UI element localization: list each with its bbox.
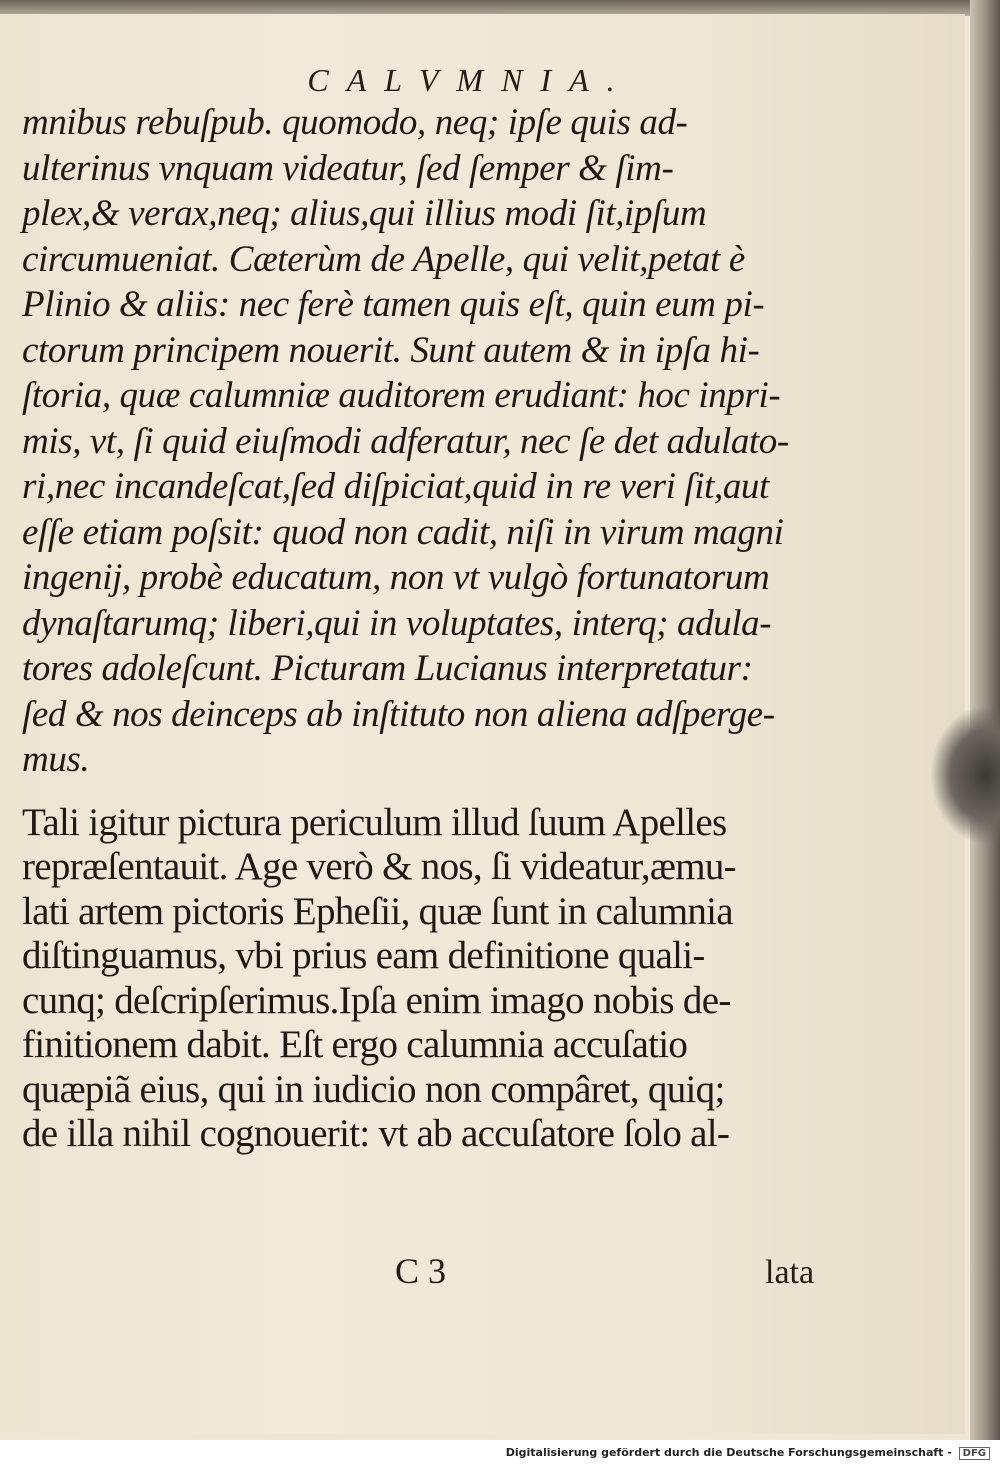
text-line: eſſe etiam poſsit: quod non cadit, niſi in virum magni xyxy=(22,511,784,553)
body-text xyxy=(22,100,862,1157)
digitization-credit xyxy=(506,1446,990,1460)
text-line: lati artem pictoris Epheſii, quæ ſunt in calumnia xyxy=(22,889,733,933)
text-line: ctorum principem nouerit. Sunt autem & in ipſa hi- xyxy=(22,329,760,371)
book-clamp xyxy=(930,705,1000,845)
text-line: ſtoria, quæ calumniæ auditorem erudiant: hoc inpri- xyxy=(22,375,781,416)
signature-mark: C 3 xyxy=(395,1251,447,1291)
roman-paragraph xyxy=(22,801,862,1157)
text-line: quæpiã eius, qui in iudicio non compâret, quiq; xyxy=(22,1067,725,1111)
catchword: lata xyxy=(765,1254,815,1291)
text-line: cunq; deſcripſerimus.Ipſa enim imago nobis de- xyxy=(22,978,731,1022)
text-line: ulterinus vnquam videatur, ſed ſemper & ſim- xyxy=(22,147,674,189)
text-line: circumueniat. Cæterùm de Apelle, qui velit,petat è xyxy=(22,238,745,280)
text-line: ſed & nos deinceps ab inſtituto non aliena adſperge- xyxy=(22,693,775,735)
italic-paragraph xyxy=(22,100,862,783)
text-line: dynaſtarumq; liberi,qui in voluptates, interq; adula- xyxy=(22,602,772,644)
text-line: mnibus rebuſpub. quomodo, neq; ipſe quis ad- xyxy=(22,102,688,143)
text-line: Plinio & aliis: nec ferè tamen quis eſt, quin eum pi- xyxy=(22,284,765,325)
text-line: Tali igitur pictura periculum illud ſuum Apelles xyxy=(22,800,727,844)
text-line: mis, vt, ſi quid eiuſmodi adferatur, nec ſe det adulato- xyxy=(22,420,789,462)
dfg-logo: DFG xyxy=(959,1447,990,1460)
text-line: plex,& verax,neq; alius,qui illius modi ſit,ipſum xyxy=(22,193,707,234)
text-line: mus. xyxy=(22,739,90,780)
text-line: ri,nec incandeſcat,ſed diſpiciat,quid in re veri ſit,aut xyxy=(22,466,769,507)
credit-text: Digitalisierung gefördert durch die Deutsche Forschungsgemeinschaft - xyxy=(505,1446,952,1459)
text-line: de illa nihil cognouerit: vt ab accuſatore ſolo al- xyxy=(22,1112,730,1155)
text-line: tores adoleſcunt. Picturam Lucianus interpretatur: xyxy=(22,648,753,689)
text-line: repræſentauit. Age verò & nos, ſi videatur,æmu- xyxy=(22,845,736,888)
text-line: diſtinguamus, vbi prius eam definitione quali- xyxy=(22,934,705,977)
running-head: CALVMNIA. xyxy=(307,62,633,98)
text-line: finitionem dabit. Eſt ergo calumnia accuſatio xyxy=(22,1023,688,1066)
text-line: ingenij, probè educatum, non vt vulgò fortunatorum xyxy=(22,557,770,598)
